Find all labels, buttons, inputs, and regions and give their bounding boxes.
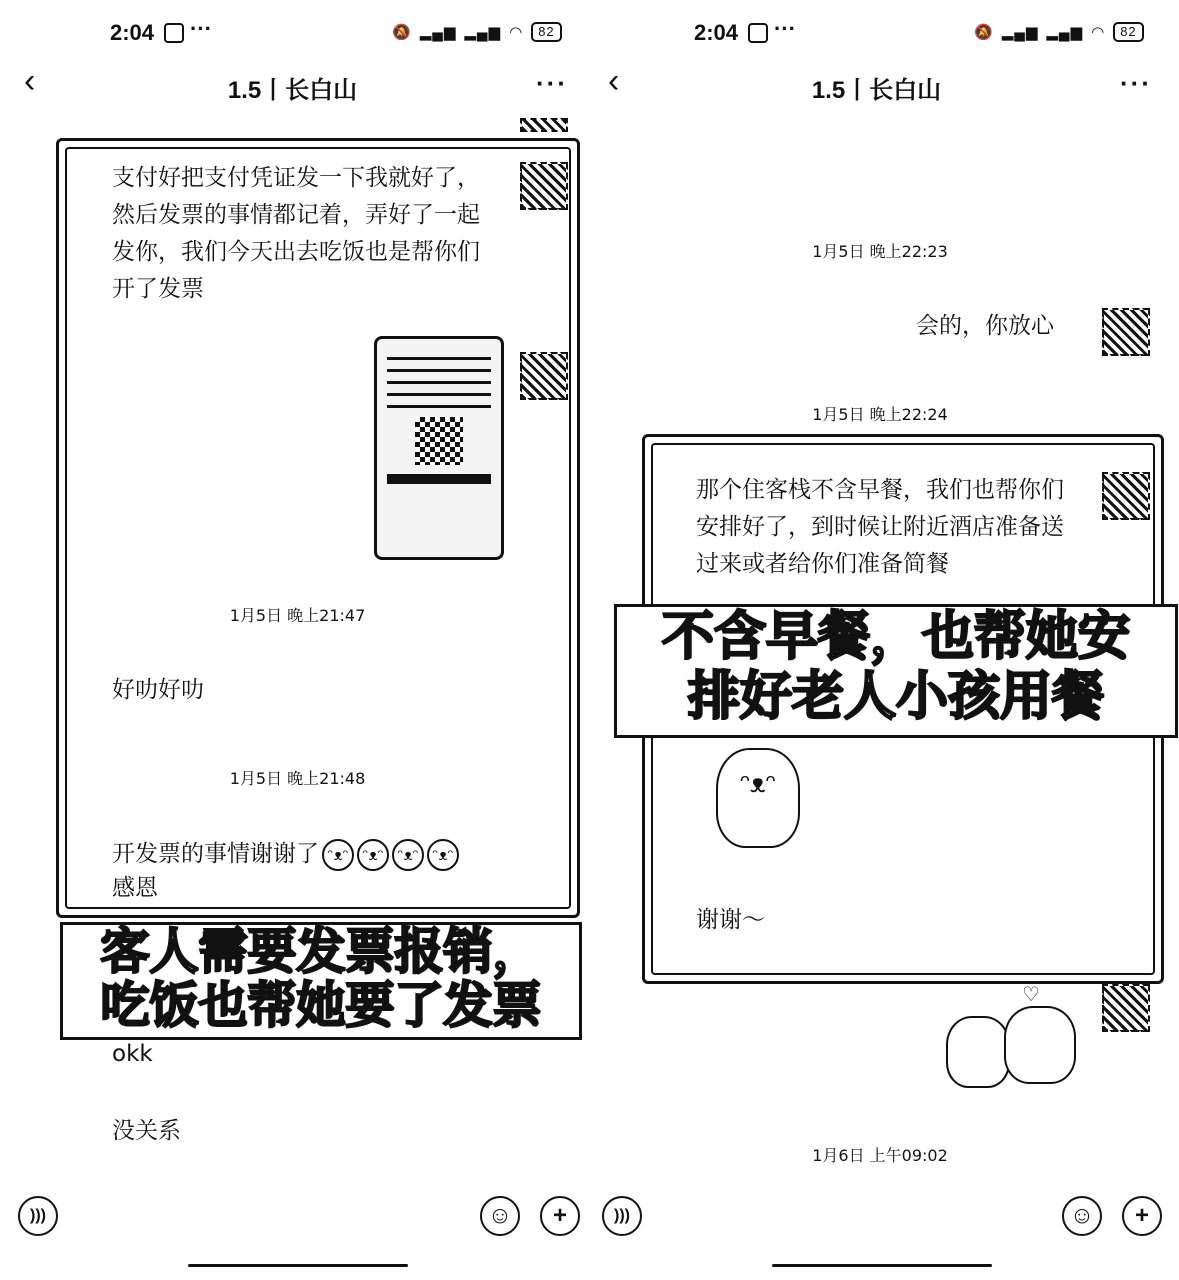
caption-line: 客人需要发票报销， — [100, 923, 542, 980]
signal-icon: ▂▄▆ — [419, 24, 457, 41]
grin-emoji-icon: ᵔᴥᵔ — [427, 839, 459, 871]
timestamp: 1月5日 晚上21:48 — [229, 769, 366, 788]
message-text: 支付好把支付凭证发一下我就好了，然后发票的事情都记着，弄好了一起发你，我们今天出去吃饭也是帮你们开了发票 — [112, 165, 480, 302]
notification-icon — [748, 23, 768, 43]
status-time: 2:04 — [694, 20, 739, 45]
right-screenshot — [590, 0, 1179, 1280]
signal-icon: ▂▄▆ — [1001, 24, 1039, 41]
home-indicator[interactable] — [188, 1264, 408, 1267]
avatar[interactable] — [1102, 984, 1150, 1032]
grin-emoji-icon: ᵔᴥᵔ — [322, 839, 354, 871]
chat-title: 1.5丨长白山 — [227, 77, 358, 104]
more-status-icon: ··· — [774, 16, 796, 41]
status-time: 2:04 — [110, 20, 155, 45]
message-text: 感恩 — [112, 875, 158, 901]
grin-emoji-icon: ᵔᴥᵔ — [392, 839, 424, 871]
grin-emoji-icon: ᵔᴥᵔ — [357, 839, 389, 871]
message-text: 那个住客栈不含早餐，我们也帮你们安排好了，到时候让附近酒店准备送过来或者给你们准备简餐 — [696, 477, 1064, 577]
home-indicator[interactable] — [772, 1264, 992, 1267]
video-caption — [614, 604, 1178, 738]
more-icon[interactable]: ··· — [1120, 68, 1152, 98]
timestamp: 1月5日 晚上22:24 — [812, 405, 948, 424]
wifi-icon: ◠ — [509, 24, 524, 41]
status-icons — [974, 22, 1144, 42]
notification-icon — [164, 23, 184, 43]
avatar[interactable] — [520, 118, 568, 132]
message-text — [112, 836, 512, 873]
battery-icon: 82 — [1113, 22, 1143, 42]
message-line: 开发票的事情谢谢了 — [112, 841, 319, 867]
heart-icon: ♡ — [1022, 984, 1040, 1006]
emoji-icon[interactable]: ☺ — [1062, 1196, 1102, 1236]
battery-icon: 82 — [531, 22, 561, 42]
couple-sticker-image[interactable] — [946, 1016, 1010, 1088]
signal-icon-2: ▂▄▆ — [464, 24, 502, 41]
timestamp: 1月6日 上午09:02 — [812, 1146, 948, 1165]
timestamp: 1月5日 晚上21:47 — [229, 606, 366, 625]
plus-icon[interactable]: + — [1122, 1196, 1162, 1236]
avatar[interactable] — [1102, 308, 1150, 356]
mute-icon: 🔕 — [974, 24, 994, 41]
message-text: 会的，你放心 — [916, 313, 1054, 339]
emoji-icon[interactable]: ☺ — [480, 1196, 520, 1236]
avatar[interactable] — [520, 352, 568, 400]
timestamp: 1月5日 晚上22:23 — [812, 242, 948, 261]
status-icons — [392, 22, 562, 42]
avatar[interactable] — [520, 162, 568, 210]
qr-code — [415, 417, 463, 465]
chat-title: 1.5丨长白山 — [811, 77, 942, 104]
voice-icon[interactable]: ))) — [602, 1196, 642, 1236]
more-icon[interactable]: ··· — [536, 68, 568, 98]
caption-line: 不含早餐，也帮她安 — [661, 607, 1130, 667]
bear-face-icon: ᵔᴥᵔ — [740, 768, 776, 798]
message-text: 好叻好叻 — [112, 677, 204, 703]
message-text: 谢谢～ — [696, 907, 765, 933]
payment-receipt-image[interactable] — [374, 336, 504, 560]
message-text: okk — [112, 1041, 153, 1067]
voice-icon[interactable]: ))) — [18, 1196, 58, 1236]
back-icon[interactable]: ‹ — [24, 62, 36, 100]
mute-icon: 🔕 — [392, 24, 412, 41]
left-screenshot — [0, 0, 585, 1280]
couple-sticker-image-2 — [1004, 1006, 1076, 1084]
caption-line: 排好老人小孩用餐 — [687, 667, 1104, 727]
wifi-icon: ◠ — [1091, 24, 1106, 41]
signal-icon-2: ▂▄▆ — [1046, 24, 1084, 41]
back-icon[interactable]: ‹ — [608, 62, 620, 100]
more-status-icon: ··· — [190, 16, 212, 41]
avatar[interactable] — [1102, 472, 1150, 520]
video-caption — [60, 922, 582, 1040]
caption-line: 吃饭也帮她要了发票 — [100, 977, 542, 1034]
message-text: 没关系 — [112, 1118, 181, 1144]
plus-icon[interactable]: + — [540, 1196, 580, 1236]
